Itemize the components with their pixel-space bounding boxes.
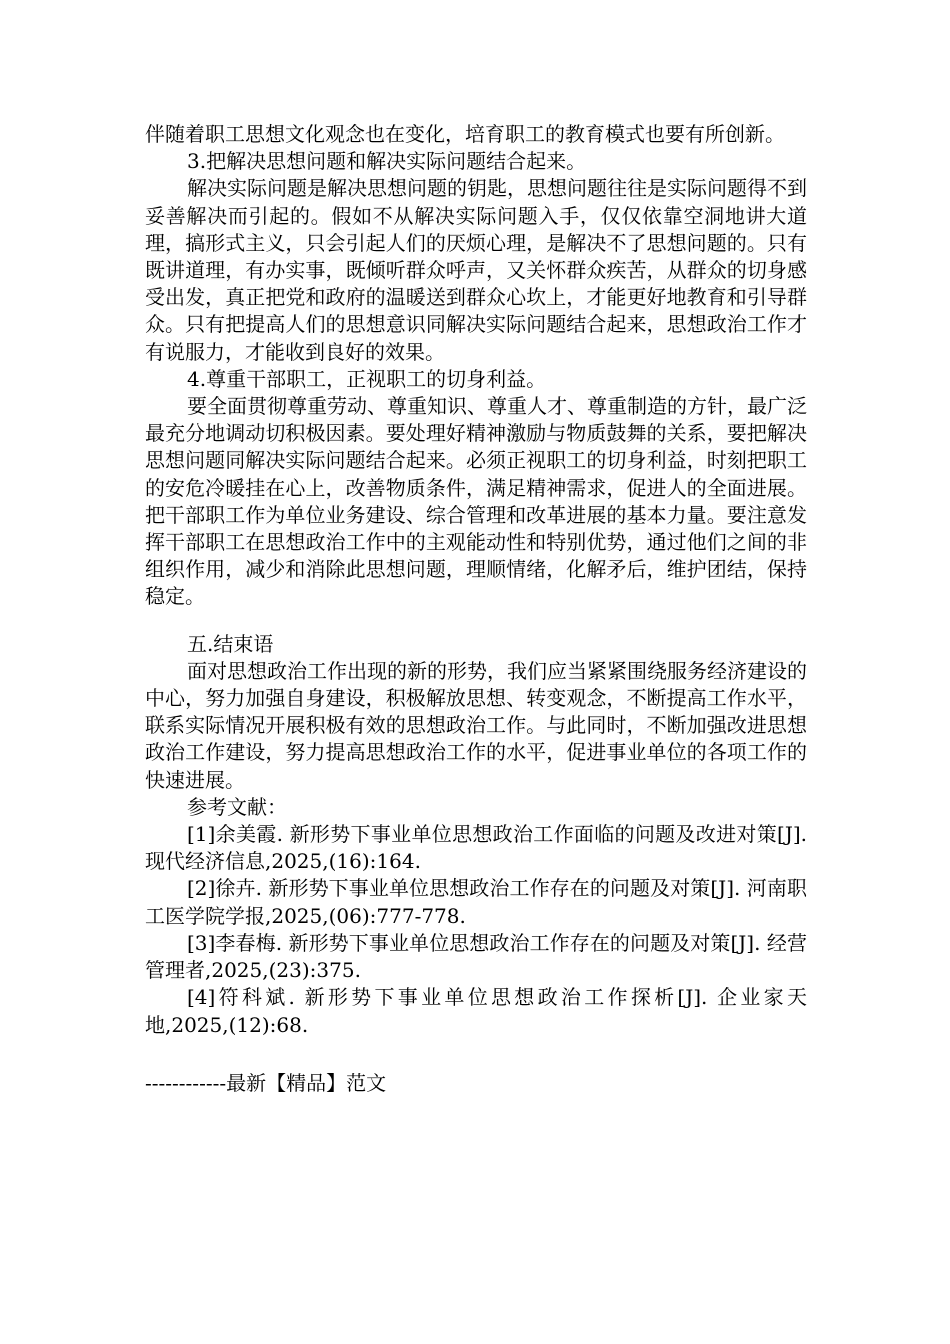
paragraph-continuation: 伴随着职工思想文化观念也在变化，培育职工的教育模式也要有所创新。 [145,122,785,146]
paragraph-practical-problems: 解决实际问题是解决思想问题的钥匙，思想问题往往是实际问题得不到妥善解决而引起的。假如不从解决实际问题入手，仅仅依靠空洞地讲大道理，搞形式主义，只会引起人们的厌烦心理，是解决不了思想问题的。只有既讲道理，有办实事，既倾听群众呼声，又关怀群众疾苦，从群众的切身感受出发，真正把党和政府的温暖送到群众心坎上，才能更好地教育和引导群众。只有把提高人们的思想意识同解决实际问题结合起来，思想政治工作才有说服力，才能收到良好的效果。 [145,176,807,364]
footer-caption: ------------最新【精品】范文 [145,1071,387,1095]
document-body [145,121,807,1039]
section-heading-3: 3.把解决思想问题和解决实际问题结合起来。 [187,149,587,174]
reference-item-1: [1]余美霞. 新形势下事业单位思想政治工作面临的问题及改进对策[J]. 现代经济信息,2025,(16):164. [145,822,807,874]
paragraph-conclusion: 面对思想政治工作出现的新的形势，我们应当紧紧围绕服务经济建设的中心，努力加强自身建设，积极解放思想、转变观念，不断提高工作水平，联系实际情况开展积极有效的思想政治工作。与此同时，不断加强改进思想政治工作建设，努力提高思想政治工作的水平，促进事业单位的各项工作的快速进展。 [145,658,807,792]
paragraph-respect-staff: 要全面贯彻尊重劳动、尊重知识、尊重人才、尊重制造的方针，最广泛最充分地调动切积极因素。要处理好精神激励与物质鼓舞的关系，要把解决思想问题同解决实际问题结合起来。必须正视职工的切身利益，时刻把职工的安危冷暖挂在心上，改善物质条件，满足精神需求，促进人的全面进展。把干部职工作为单位业务建设、综合管理和改革进展的基本力量。要注意发挥干部职工在思想政治工作中的主观能动性和特别优势，通过他们之间的非组织作用，减少和消除此思想问题，理顺情绪，化解矛后，维护团结，保持稳定。 [145,394,807,609]
reference-item-2: [2]徐卉. 新形势下事业单位思想政治工作存在的问题及对策[J]. 河南职工医学院学报,2025,(06):777-778. [145,876,807,928]
section-heading-conclusion: 五.结束语 [187,631,274,656]
reference-item-4: [4]符科斌. 新形势下事业单位思想政治工作探析[J]. 企业家天地,2025,(12):68. [145,985,807,1037]
reference-item-3: [3]李春梅. 新形势下事业单位思想政治工作存在的问题及对策[J]. 经营管理者,2025,(23):375. [145,930,807,983]
references-heading: 参考文献： [187,794,287,819]
section-heading-4: 4.尊重干部职工，正视职工的切身利益。 [187,366,547,391]
